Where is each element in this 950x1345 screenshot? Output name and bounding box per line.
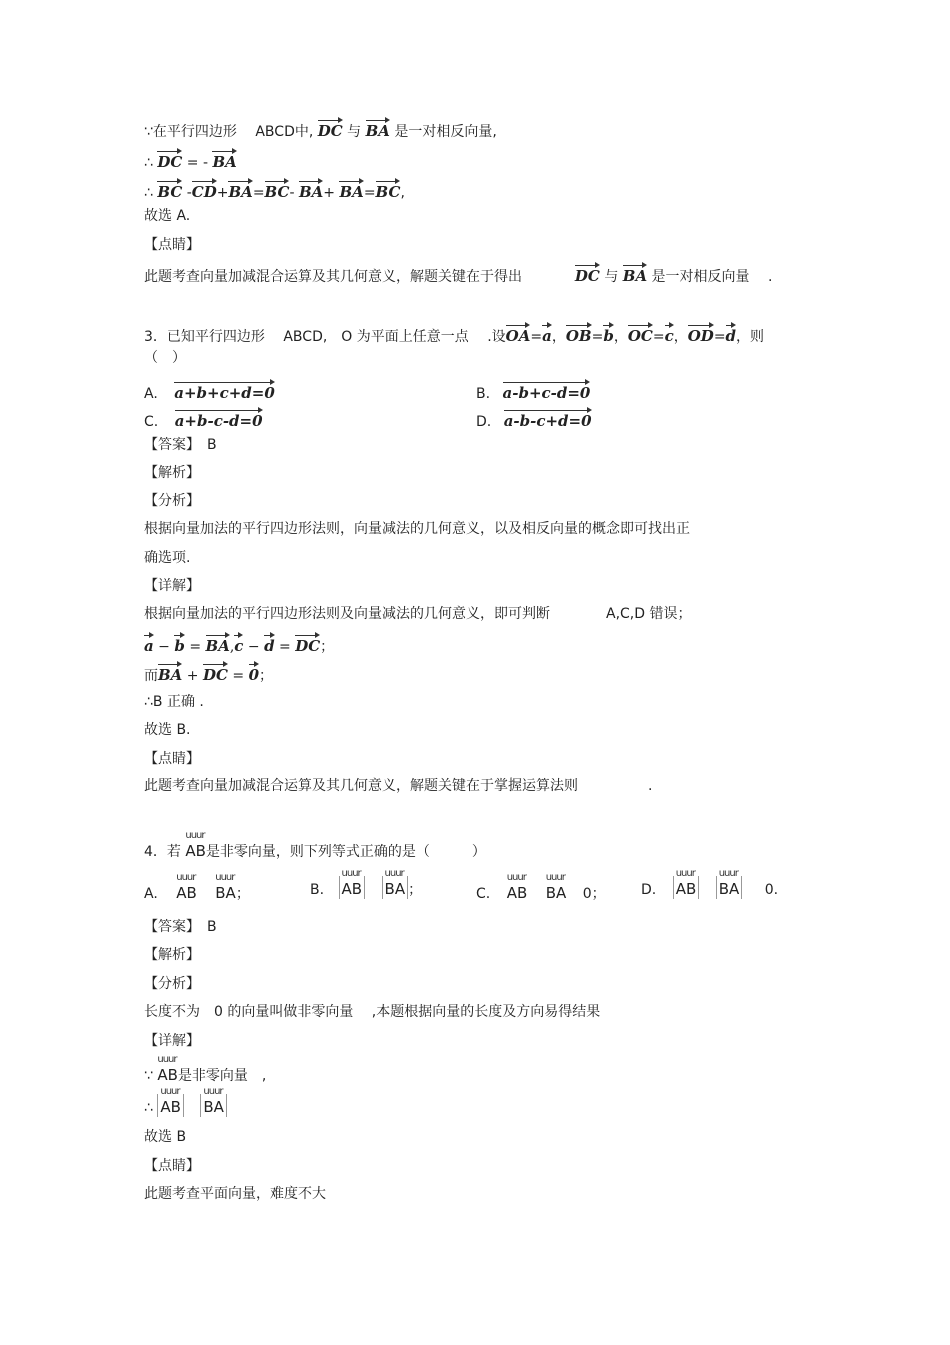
- option-letter: B.: [476, 386, 491, 402]
- vector-ob: OB: [566, 324, 592, 345]
- arrow-icon: uuur: [384, 868, 404, 879]
- text: ，则: [736, 329, 765, 345]
- operator: =: [591, 329, 604, 345]
- option-letter: A.: [144, 886, 158, 902]
- s1-tip: [144, 264, 772, 286]
- vector-dc: DC: [203, 663, 228, 684]
- q3-tip-heading: 【点睛】: [144, 751, 200, 767]
- vector-ba: BA: [158, 663, 182, 684]
- vector-label: AB: [176, 884, 197, 902]
- q4-reasoning-1: 长度不为 0 的向量叫做非零向量 ,本题根据向量的长度及方向易得结果: [144, 1004, 601, 1020]
- q3-option-b[interactable]: [476, 381, 590, 403]
- operator: =: [227, 668, 249, 684]
- vector-label: BA: [545, 884, 567, 902]
- s1-line-3: [144, 180, 405, 202]
- arrow-icon: uuur: [215, 872, 235, 883]
- q4-answer: 【答案】 B: [144, 919, 217, 935]
- operator: =: [713, 329, 726, 345]
- vector-bc: BC: [157, 180, 182, 201]
- text: ；: [320, 639, 335, 655]
- q4-detail-heading: 【详解】: [144, 1033, 200, 1049]
- vector-label: BA: [718, 880, 740, 898]
- operator: =: [274, 639, 296, 655]
- q3-reasoning-heading: 【分析】: [144, 493, 200, 509]
- arrow-icon: uuur: [157, 1054, 177, 1065]
- text: .: [773, 882, 779, 898]
- q4-option-b[interactable]: [310, 868, 423, 899]
- vector-ba: BA: [206, 634, 230, 655]
- q3-stem: [144, 324, 764, 346]
- q4-option-a[interactable]: [144, 872, 250, 903]
- q4-option-c[interactable]: [476, 872, 606, 903]
- text: 是非零向量，则下列等式正确的是（ ）: [205, 844, 486, 860]
- vector-a: a: [542, 324, 552, 345]
- operator: -: [289, 185, 299, 201]
- vector-oa: OA: [506, 324, 531, 345]
- vector-label: AB: [160, 1098, 181, 1116]
- text: 此题考查向量加减混合运算及其几何意义，解题关键在于得出: [144, 269, 522, 285]
- s1-tip-heading: 【点睛】: [144, 237, 200, 253]
- vector-od: OD: [688, 324, 714, 345]
- vector-b: b: [174, 634, 185, 655]
- text: 3．已知平行四边形 ABCD, O 为平面上任意一点 .设: [144, 329, 506, 345]
- text: ，: [673, 329, 688, 345]
- q3-tip: 此题考查向量加减混合运算及其几何意义，解题关键在于掌握运算法则 .: [144, 778, 653, 794]
- vector-cd: CD: [192, 180, 217, 201]
- vector-zero: 0: [249, 663, 259, 684]
- q3-detail-4: ∴B 正确 .: [144, 694, 204, 710]
- q3-option-a[interactable]: [144, 381, 275, 403]
- q4-tip-heading: 【点睛】: [144, 1158, 200, 1174]
- vector-ab: [176, 872, 197, 902]
- arrow-icon: uuur: [185, 830, 205, 841]
- s1-line-2: [144, 150, 237, 172]
- zero: 0: [764, 882, 774, 898]
- text: 4．若: [144, 844, 181, 860]
- text: ；: [408, 882, 423, 898]
- option-letter: A.: [144, 386, 158, 402]
- vector-a: a: [144, 634, 154, 655]
- vector-dc: DC: [318, 119, 343, 140]
- because-symbol: ∵: [144, 1068, 153, 1084]
- operator: -: [182, 185, 192, 201]
- vector-label: AB: [185, 842, 206, 860]
- operator: +: [182, 668, 203, 684]
- text: 是一对相反向量,: [394, 124, 497, 140]
- option-letter: C.: [144, 414, 159, 430]
- vector-oc: OC: [628, 324, 653, 345]
- q3-detail-1: 根据向量加法的平行四边形法则及向量减法的几何意义，即可判断 A,C,D 错误；: [144, 606, 692, 622]
- text: 是一对相反向量 .: [651, 269, 773, 285]
- vector-ba-magnitude: [384, 868, 406, 898]
- vector-bc: BC: [376, 180, 401, 201]
- vector-ba: BA: [228, 180, 252, 201]
- vector-ba: BA: [212, 150, 236, 171]
- therefore-symbol: ∴: [144, 1100, 153, 1116]
- vector-ba: [545, 872, 567, 902]
- vector-ba-magnitude: [203, 1086, 224, 1116]
- q3-paren: （ ）: [144, 350, 186, 366]
- vector-label: AB: [341, 880, 363, 898]
- operator: +: [216, 185, 229, 201]
- option-letter: C.: [476, 886, 491, 902]
- text: ；: [259, 668, 273, 684]
- text: ；: [591, 886, 606, 902]
- arrow-icon: uuur: [160, 1086, 180, 1097]
- vector-ab-magnitude: [160, 1086, 181, 1116]
- operator: −: [243, 639, 265, 655]
- vector-ba: BA: [339, 180, 363, 201]
- vector-bc: BC: [265, 180, 290, 201]
- arrow-icon: uuur: [341, 868, 361, 879]
- operator: =: [363, 185, 376, 201]
- option-d-formula: a-b-c+d=0: [504, 409, 592, 430]
- vector-c: c: [234, 634, 243, 655]
- vector-label: AB: [506, 884, 528, 902]
- vector-label: BA: [215, 884, 236, 902]
- arrow-icon: uuur: [545, 872, 565, 883]
- q3-option-c[interactable]: [144, 409, 263, 431]
- text: ；: [235, 886, 250, 902]
- vector-ab-magnitude: [675, 868, 697, 898]
- vector-dc: DC: [295, 634, 320, 655]
- s1-choice: 故选 A.: [144, 208, 191, 224]
- arrow-icon: uuur: [675, 868, 695, 879]
- arrow-icon: uuur: [176, 872, 196, 883]
- q3-detail-3: [144, 663, 273, 685]
- q4-choice: 故选 B: [144, 1129, 187, 1145]
- text: 与: [604, 269, 619, 285]
- option-c-formula: a+b-c-d=0: [175, 409, 263, 430]
- arrow-icon: uuur: [718, 868, 738, 879]
- operator: =: [530, 329, 543, 345]
- q4-option-d[interactable]: [641, 868, 779, 899]
- vector-dc: DC: [575, 264, 600, 285]
- vector-ab: [157, 1054, 178, 1084]
- vector-ba: BA: [366, 119, 390, 140]
- q4-analysis-heading: 【解析】: [144, 947, 200, 963]
- vector-dc: DC: [157, 150, 182, 171]
- vector-label: AB: [157, 1066, 178, 1084]
- q4-reasoning-heading: 【分析】: [144, 976, 200, 992]
- operator: = -: [186, 155, 209, 171]
- vector-label: BA: [203, 1098, 224, 1116]
- arrow-icon: uuur: [506, 872, 526, 883]
- vector-label: AB: [675, 880, 697, 898]
- q4-stem: [144, 830, 486, 861]
- vector-label: BA: [384, 880, 406, 898]
- option-letter: D.: [641, 882, 657, 898]
- text: ，: [551, 329, 566, 345]
- therefore-symbol: ∴: [144, 185, 153, 201]
- q3-analysis-heading: 【解析】: [144, 465, 200, 481]
- option-b-formula: a-b+c-d=0: [503, 381, 591, 402]
- operator: =: [252, 185, 265, 201]
- text: ,: [400, 185, 405, 201]
- vector-ab: [506, 872, 528, 902]
- q3-choice: 故选 B.: [144, 722, 191, 738]
- arrow-icon: uuur: [203, 1086, 223, 1097]
- text: ∵在平行四边形 ABCD中,: [144, 124, 314, 140]
- zero: 0: [582, 886, 592, 902]
- q3-reasoning-2: 确选项.: [144, 550, 191, 566]
- q3-answer: 【答案】 B: [144, 437, 217, 453]
- vector-d: d: [726, 324, 737, 345]
- vector-d: d: [264, 634, 275, 655]
- vector-ba-magnitude: [718, 868, 740, 898]
- option-a-formula: a+b+c+d=0: [174, 381, 275, 402]
- vector-ba: BA: [299, 180, 323, 201]
- vector-ba: BA: [623, 264, 647, 285]
- operator: ,: [229, 639, 235, 655]
- text: ，: [613, 329, 628, 345]
- operator: −: [153, 639, 175, 655]
- s1-line-1: [144, 119, 497, 141]
- q3-option-d[interactable]: [476, 409, 592, 431]
- therefore-symbol: ∴: [144, 155, 153, 171]
- vector-ba: [215, 872, 236, 902]
- text: 是非零向量 ,: [177, 1068, 267, 1084]
- q4-tip: 此题考查平面向量，难度不大: [144, 1186, 326, 1202]
- vector-b: b: [603, 324, 614, 345]
- vector-c: c: [665, 324, 674, 345]
- q3-detail-heading: 【详解】: [144, 578, 200, 594]
- q3-detail-2: [144, 634, 334, 656]
- operator: =: [652, 329, 665, 345]
- operator: +: [323, 185, 340, 201]
- option-letter: D.: [476, 414, 492, 430]
- q4-detail-2: [144, 1086, 227, 1117]
- q3-reasoning-1: 根据向量加法的平行四边形法则，向量减法的几何意义，以及相反向量的概念即可找出正: [144, 521, 690, 537]
- vector-ab-magnitude: [341, 868, 363, 898]
- text: 与: [347, 124, 362, 140]
- q4-detail-1: [144, 1054, 267, 1085]
- operator: =: [184, 639, 206, 655]
- text: 而: [144, 668, 158, 684]
- option-letter: B.: [310, 882, 325, 898]
- vector-ab: [185, 830, 206, 860]
